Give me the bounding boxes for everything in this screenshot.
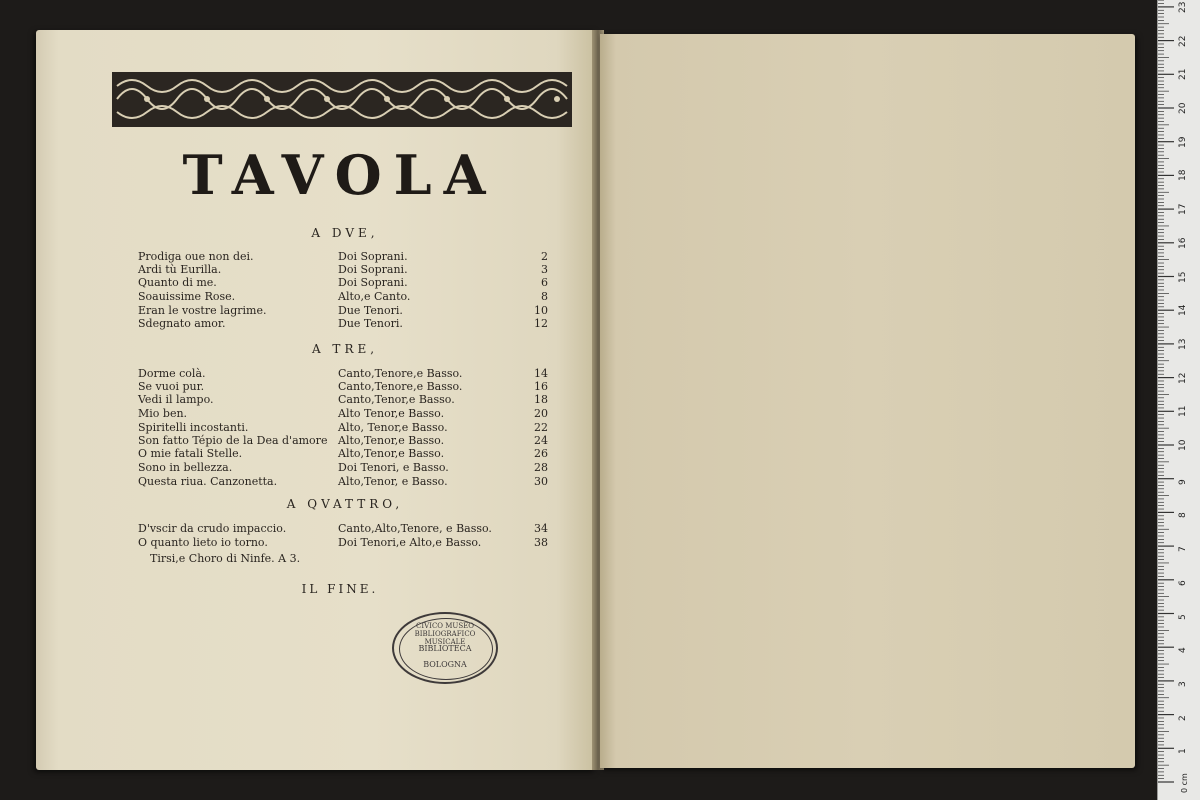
piece-voices: Due Tenori. — [338, 304, 403, 317]
piece-page: 3 — [541, 263, 548, 276]
ruler-number: 21 — [1178, 68, 1188, 81]
section-heading-a-due: A DVE, — [311, 226, 379, 240]
ruler-number: 4 — [1178, 647, 1188, 654]
list-item — [138, 447, 548, 461]
piece-page: 22 — [534, 421, 548, 434]
list-item — [138, 522, 548, 536]
piece-page: 28 — [534, 461, 548, 474]
piece-title: Vedi il lampo. — [138, 393, 214, 406]
piece-voices: Alto,Tenor, e Basso. — [338, 475, 448, 488]
ruler-ticks — [1158, 0, 1200, 800]
ruler-number: 23 — [1178, 1, 1188, 13]
piece-page: 14 — [534, 367, 548, 380]
piece-voices: Canto,Alto,Tenore, e Basso. — [338, 522, 492, 535]
piece-title: Sdegnato amor. — [138, 317, 226, 330]
ruler-number: 12 — [1178, 372, 1188, 384]
list-item — [138, 380, 548, 394]
stamp-top-text: CIVICO MUSEO BIBLIOGRAFICO MUSICALE — [414, 622, 476, 646]
piece-page: 2 — [541, 250, 548, 263]
piece-voices: Canto,Tenore,e Basso. — [338, 367, 463, 380]
list-item — [138, 434, 548, 448]
piece-voices: Doi Soprani. — [338, 276, 408, 289]
piece-title: Son fatto Tépio de la Dea d'amore — [138, 434, 328, 447]
piece-title: O quanto lieto io torno. — [138, 536, 268, 549]
piece-voices: Alto,Tenor,e Basso. — [338, 447, 445, 460]
piece-title: Prodiga oue non dei. — [138, 250, 254, 263]
list-item — [138, 407, 548, 421]
ruler-number: 18 — [1178, 169, 1188, 182]
ruler-number: 10 — [1178, 439, 1188, 451]
piece-page: 16 — [534, 380, 548, 393]
measuring-ruler — [1157, 0, 1200, 800]
piece-title: Sono in bellezza. — [138, 461, 233, 474]
ruler-number: 8 — [1178, 512, 1188, 519]
list-item — [138, 317, 548, 331]
piece-page: 8 — [541, 290, 548, 303]
section-heading-a-tre: A TRE, — [311, 342, 379, 356]
piece-page: 38 — [534, 536, 548, 549]
page-title: TAVOLA — [182, 143, 498, 207]
ruler-number: 22 — [1178, 35, 1188, 47]
ruler-number: 20 — [1178, 102, 1188, 114]
list-item — [138, 536, 548, 550]
ruler-number: 9 — [1178, 478, 1188, 485]
piece-title: Mio ben. — [138, 407, 188, 420]
piece-page: 18 — [534, 393, 548, 406]
list-item — [138, 393, 548, 407]
ruler-unit-label: 0 cm — [1180, 773, 1189, 793]
piece-subline: Tirsi,e Choro di Ninfe. A 3. — [150, 552, 301, 565]
ruler-number: 19 — [1178, 136, 1188, 148]
piece-page: 34 — [534, 522, 548, 535]
list-item — [138, 276, 548, 290]
piece-voices: Due Tenori. — [338, 317, 403, 330]
piece-page: 6 — [541, 276, 548, 289]
piece-voices: Canto,Tenore,e Basso. — [338, 380, 463, 393]
piece-title: Dorme colà. — [138, 367, 206, 380]
ruler-number: 15 — [1178, 271, 1188, 283]
ruler-number: 7 — [1178, 546, 1188, 553]
piece-title: O mie fatali Stelle. — [138, 447, 243, 460]
ruler-number: 14 — [1178, 304, 1188, 317]
list-item — [138, 263, 548, 277]
right-page-blank — [600, 34, 1135, 768]
ruler-number: 11 — [1178, 405, 1188, 418]
list-item — [138, 290, 548, 304]
piece-title: Spiritelli incostanti. — [138, 421, 249, 434]
ruler-number: 13 — [1178, 338, 1188, 350]
piece-voices: Doi Soprani. — [338, 250, 408, 263]
piece-page: 26 — [534, 447, 548, 460]
piece-page: 20 — [534, 407, 548, 420]
piece-voices: Alto Tenor,e Basso. — [338, 407, 445, 420]
piece-voices: Doi Tenori, e Basso. — [338, 461, 449, 474]
piece-title: Ardi tù Eurilla. — [138, 263, 222, 276]
piece-page: 30 — [534, 475, 548, 488]
closing-fine: IL FINE. — [301, 582, 379, 596]
ruler-number: 1 — [1178, 748, 1188, 755]
piece-page: 12 — [534, 317, 548, 330]
ornamental-headpiece — [112, 72, 572, 127]
list-item — [138, 367, 548, 381]
ruler-number: 17 — [1178, 203, 1188, 216]
stamp-mid-text: BIBLIOTECA — [418, 644, 472, 653]
list-item — [138, 475, 548, 489]
piece-title: Questa riua. Canzonetta. — [138, 475, 278, 488]
piece-voices: Alto,Tenor,e Basso. — [338, 434, 445, 447]
piece-title: D'vscir da crudo impaccio. — [138, 522, 287, 535]
piece-title: Quanto di me. — [138, 276, 217, 289]
ruler-number: 5 — [1178, 613, 1188, 620]
library-stamp — [392, 612, 498, 684]
piece-voices: Doi Tenori,e Alto,e Basso. — [338, 536, 482, 549]
ruler-number: 3 — [1178, 681, 1188, 687]
piece-voices: Alto,e Canto. — [338, 290, 411, 303]
piece-voices: Alto, Tenor,e Basso. — [338, 421, 448, 434]
list-item — [138, 421, 548, 435]
piece-page: 24 — [534, 434, 548, 447]
piece-title: Soauissime Rose. — [138, 290, 236, 303]
ruler-number: 6 — [1178, 580, 1188, 586]
list-item — [138, 304, 548, 318]
piece-page: 10 — [534, 304, 548, 317]
stamp-bottom-text: BOLOGNA — [423, 660, 467, 669]
section-heading-a-quattro: A QVATTRO, — [286, 497, 404, 511]
piece-title: Se vuoi pur. — [138, 380, 205, 393]
list-item — [138, 461, 548, 475]
list-item — [138, 250, 548, 264]
piece-title: Eran le vostre lagrime. — [138, 304, 267, 317]
piece-voices: Doi Soprani. — [338, 263, 408, 276]
piece-voices: Canto,Tenor,e Basso. — [338, 393, 455, 406]
ruler-number: 16 — [1178, 237, 1188, 249]
ruler-number: 2 — [1178, 714, 1188, 721]
